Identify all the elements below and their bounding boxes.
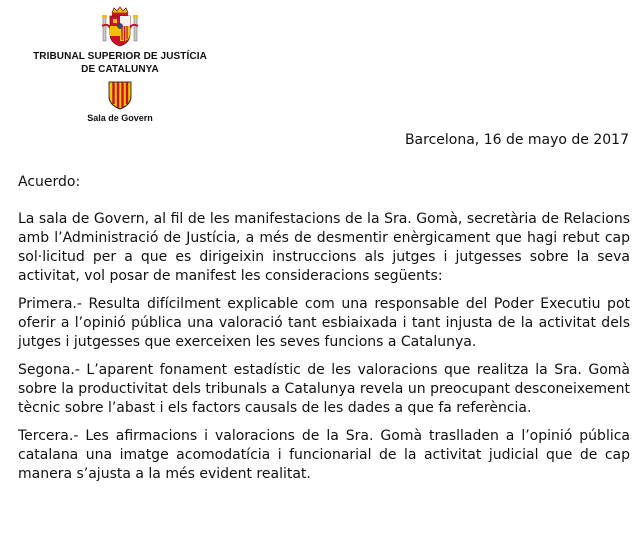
court-name (30, 50, 210, 76)
paragraph-tercera: Tercera.- Les afirmacions i valoracions de la Sra. Gomà traslladen a l’opinió pública catalana una imatge acomodatícia i funcionarial de la activitat judicial que de cap manera s’ajusta a la més evident realitat. (18, 428, 630, 482)
coat-of-arms-icon (100, 6, 140, 48)
paragraph-primera: Primera.- Resulta difícilment explicable com una responsable del Poder Executiu pot oferir a l’opinió pública una valoració tant esbiaixada i tant injusta de la activitat dels jutges i jutgesses que exerceixen les seves funcions a Catalunya. (18, 296, 630, 350)
paragraph-intro: La sala de Govern, al fil de les manifestacions de la Sra. Gomà, secretària de Relacions amb l’Administració de Justícia, a més de desmentir enèrgicament que hagi rebut cap sol·licitud per a que es dirigeixin instruccions als jutges i jutgesses sobre la seva activitat, vol posar de manifest les consideracions següents: (18, 211, 630, 284)
section-name: Sala de Govern (87, 113, 153, 123)
court-name-line2: DE CATALUNYA (81, 64, 159, 75)
letterhead (30, 6, 210, 123)
document-body (18, 173, 630, 493)
document-heading: Acuerdo: (18, 174, 81, 190)
court-name-line1: TRIBUNAL SUPERIOR DE JUSTÍCIA (33, 51, 207, 62)
paragraph-segona: Segona.- L’aparent fonament estadístic de les valoracions que realitza la Sra. Gomà sobre la productivitat dels tribunals a Catalunya revela un preocupant desconeixement tècnic sobre l’abast i els factors causals de les dades a que fa referència. (18, 362, 630, 416)
document-date: Barcelona, 16 de mayo de 2017 (404, 132, 629, 148)
catalan-shield-icon (107, 80, 133, 110)
